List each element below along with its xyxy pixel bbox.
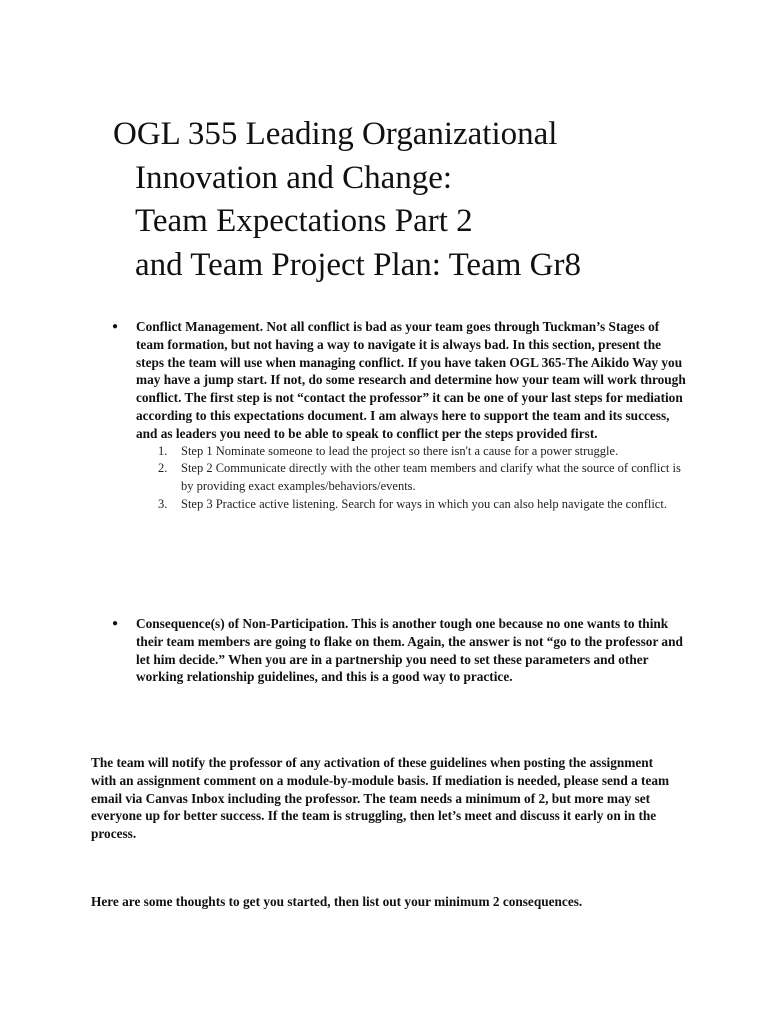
list-item [136, 496, 688, 514]
bullet-icon: ● [112, 321, 119, 332]
list-item [136, 460, 688, 496]
title-line-2: Innovation and Change: [135, 159, 453, 196]
step-number: 2. [158, 461, 168, 476]
conflict-section [108, 318, 688, 514]
step-text: Step 1 Nominate someone to lead the project so there isn't a cause for a power struggle. [181, 443, 619, 458]
step-text: Step 2 Communicate directly with the other team members and clarify what the source of conflict is by providing exact examples/behaviors/events. [181, 461, 681, 494]
document-title [113, 113, 713, 287]
title-line-1: OGL 355 Leading Organizational [113, 116, 558, 152]
title-line-3: Team Expectations Part 2 [135, 203, 473, 239]
conflict-management-text: Conflict Management. Not all conflict is bad as your team goes through Tuckman’s Stages of team formation, but not having a way to navigate it is always bad. In this section, present the steps the team will use when managing conflict. If you have taken OGL 365-The Aikido Way you may have a jump start. If not, do some research and determine how your team will work through conflict. The first step is not “contact the professor” it can be one of your last steps for mediation according to this expectations document. I am always here to support the team and its success, and as leaders you need to be able to speak to conflict per the steps provided first. [136, 319, 686, 441]
conflict-steps-list [136, 443, 688, 514]
consequence-text: Consequence(s) of Non-Participation. This is another tough one because no one wants to think their team members are going to flake on them. Again, the answer is not “go to the professor and let him decide.” When you are in a partnership you need to set these parameters and other working relationship guidelines, and this is a good way to practice. [136, 616, 683, 685]
title-line-4: and Team Project Plan: Team Gr8 [135, 246, 581, 283]
bullet-icon: ● [112, 618, 119, 629]
notify-paragraph: The team will notify the professor of any activation of these guidelines when posting the assignment with an assignment comment on a module-by-module basis. If mediation is needed, please send a team email via Canvas Inbox including the professor. The team needs a minimum of 2, but more may set everyone up for better success. If the team is struggling, then let’s meet and discuss it early on in the process. [91, 755, 670, 842]
thoughts-paragraph: Here are some thoughts to get you started, then list out your minimum 2 consequences. [91, 894, 583, 909]
list-item [108, 318, 688, 514]
step-number: 3. [158, 496, 168, 511]
list-item [136, 443, 688, 461]
list-item [108, 615, 688, 686]
consequence-section [108, 615, 688, 686]
step-number: 1. [158, 443, 168, 458]
step-text: Step 3 Practice active listening. Search for ways in which you can also help navigate the conflict. [181, 496, 667, 511]
